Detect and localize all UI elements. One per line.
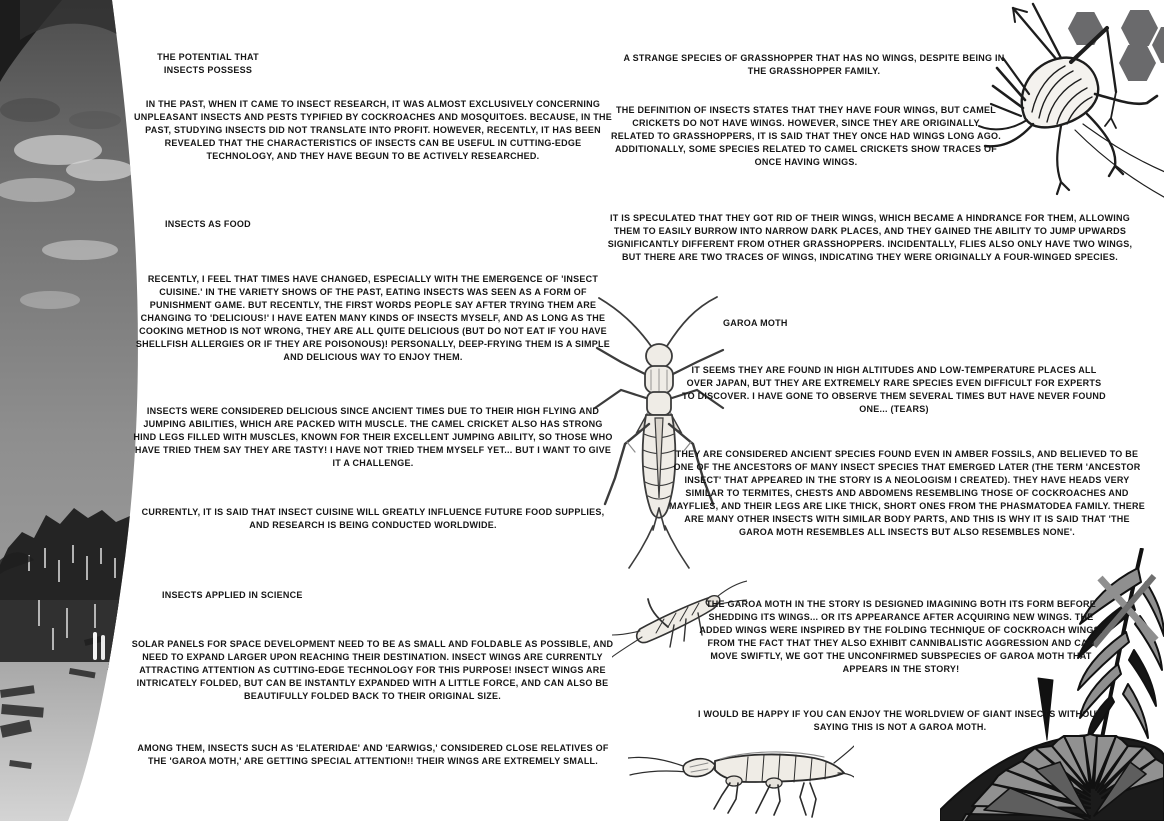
paragraph-wing-speculation: IT IS SPECULATED THAT THEY GOT RID OF THEIR WINGS, WHICH BECAME A HINDRANCE FOR THEM, ALLOWING THEM TO EASILY BURROW INTO NARROW DARK PLACES, AND THEY GAINED THE ABILITY TO JUMP UPWARDS SIGNIFICANTLY DIFFERENT FROM OTHER GRASSHOPPERS. INCIDENTALLY, FLIES ALSO ONLY HAVE TWO WINGS, BUT THERE ARE TWO TRACES OF WINGS, INDICATING THEY WERE ORIGINALLY A FOUR-WINGED SPECIES. (607, 213, 1133, 262)
heading-garoa-moth: GAROA MOTH (723, 318, 788, 328)
heading-potential: THE POTENTIAL THAT INSECTS POSSESS (157, 52, 259, 75)
paragraph-insect-research: IN THE PAST, WHEN IT CAME TO INSECT RESEARCH, IT WAS ALMOST EXCLUSIVELY CONCERNING UNPLEASANT INSECTS AND PESTS TYPIFIED BY COCKROACHES AND MOSQUITOES. BECAUSE, IN THE PAST, STUDYING INSECTS DID NOT TRANSLATE INTO PROFIT. HOWEVER, RECENTLY, IT HAS BEEN REVEALED THAT THE CHARACTERISTICS OF INSECTS CAN BE USEFUL IN CUTTING-EDGE TECHNOLOGY, AND THEY HAVE BEGUN TO BE ACTIVELY RESEARCHED. (133, 99, 613, 161)
paragraph-insect-definition: THE DEFINITION OF INSECTS STATES THAT THEY HAVE FOUR WINGS, BUT CAMEL CRICKETS DO NOT HAVE WINGS. HOWEVER, SINCE THEY ARE ORIGINALLY RELATED TO GRASSHOPPERS, IT IS SAID THAT THEY ONCE HAD WINGS LONG AGO. ADDITIONALLY, SOME SPECIES RELATED TO CAMEL CRICKETS SHOW TRACES OF ONCE HAVING WINGS. (610, 105, 1002, 167)
paragraph-closing-note: I WOULD BE HAPPY IF YOU CAN ENJOY THE WORLDVIEW OF GIANT INSECTS WITHOUT SAYING THIS IS NOT A GAROA MOTH. (697, 709, 1102, 732)
camel-cricket-illustration (975, 0, 1164, 210)
paragraph-garoa-habitat: IT SEEMS THEY ARE FOUND IN HIGH ALTITUDES AND LOW-TEMPERATURE PLACES ALL OVER JAPAN, BUT THEY ARE EXTREMELY RARE SPECIES EVEN DIFFICULT FOR EXPERTS TO DISCOVER. I HAVE GONE TO OBSERVE THEM SEVERAL TIMES BUT HAVE NEVER FOUND ONE... (TEARS) (682, 365, 1106, 414)
paragraph-delicious-history: INSECTS WERE CONSIDERED DELICIOUS SINCE ANCIENT TIMES DUE TO THEIR HIGH FLYING AND JUMPING ABILITIES, WHICH ARE PACKED WITH MUSCLE. THE CAMEL CRICKET ALSO HAS STRONG HIND LEGS FILLED WITH MUSCLES, KNOWN FOR THEIR EXCELLENT JUMPING ABILITY, SO THOSE WHO HAVE TRIED THEM SAY THEY ARE TASTY! I HAVE NOT TRIED THEM MYSELF YET... BUT I WANT TO GIVE IT A CHALLENGE. (133, 406, 613, 468)
paragraph-strange-grasshopper: A STRANGE SPECIES OF GRASSHOPPER THAT HAS NO WINGS, DESPITE BEING IN THE GRASSHOPPER FAMILY. (623, 53, 1005, 76)
garoa-moth-side-illustration (628, 729, 854, 821)
paragraph-garoa-design: THE GAROA MOTH IN THE STORY IS DESIGNED IMAGINING BOTH ITS FORM BEFORE SHEDDING ITS WINGS... OR ITS APPEARANCE AFTER ACQUIRING NEW WINGS. THE ADDED WINGS WERE INSPIRED BY THE FOLDING TECHNIQUE OF COCKROACH WINGS. FROM THE FACT THAT THEY ALSO EXHIBIT CANNIBALISTIC AGGRESSION AND CAN MOVE SWIFTLY, WE GOT THE UNCONFIRMED SUBSPECIES OF GAROA MOTH THAT APPEARS IN THE STORY! (699, 599, 1103, 674)
paragraph-future-food: CURRENTLY, IT IS SAID THAT INSECT CUISINE WILL GREATLY INFLUENCE FUTURE FOOD SUPPLIES, AND RESEARCH IS BEING CONDUCTED WORLDWIDE. (141, 507, 605, 530)
palm-leaves-illustration (940, 548, 1164, 821)
paragraph-close-relatives: AMONG THEM, INSECTS SUCH AS 'ELATERIDAE' AND 'EARWIGS,' CONSIDERED CLOSE RELATIVES OF THE 'GAROA MOTH,' ARE GETTING SPECIAL ATTENTION!! THEIR WINGS ARE EXTREMELY SMALL. (137, 743, 609, 766)
heading-insects-applied-science: INSECTS APPLIED IN SCIENCE (162, 590, 303, 600)
paragraph-solar-panels: SOLAR PANELS FOR SPACE DEVELOPMENT NEED TO BE AS SMALL AND FOLDABLE AS POSSIBLE, AND NEED TO EXPAND LARGER UPON REACHING THEIR DESTINATION. INSECT WINGS ARE CURRENTLY ATTRACTING ATTENTION AS CUTTING-EDGE TECHNOLOGY FOR THIS PURPOSE! INSECT WINGS ARE INTRICATELY FOLDED, BUT CAN BE INSTANTLY EXPANDED WITH A LITTLE FORCE, AND CAN ALSO BE BEAUTIFULLY FOLDED BACK TO THEIR ORIGINAL SIZE. (131, 639, 614, 701)
heading-insects-as-food: INSECTS AS FOOD (165, 219, 251, 229)
paragraph-ancient-species: THEY ARE CONSIDERED ANCIENT SPECIES FOUND EVEN IN AMBER FOSSILS, AND BELIEVED TO BE ONE OF THE ANCESTORS OF MANY INSECT SPECIES THAT EMERGED LATER (THE TERM 'ANCESTOR INSECT' THAT APPEARED IN THE STORY IS A NEOLOGISM I CREATED). THEY HAVE HEADS VERY SIMILAR TO TERMITES, CHESTS AND ABDOMENS RESEMBLING THOSE OF COCKROACHES AND MAYFLIES, AND THEIR LEGS ARE LIKE THICK, SHORT ONES FROM THE PHASMATODEA FAMILY. THERE ARE MANY OTHER INSECTS WITH SIMILAR BODY PARTS, AND THIS IS WHY IT IS SAID THAT 'THE GAROA MOTH RESEMBLES ALL INSECTS BUT ALSO RESEMBLES NONE'. (668, 449, 1146, 537)
paragraph-insect-cuisine: RECENTLY, I FEEL THAT TIMES HAVE CHANGED, ESPECIALLY WITH THE EMERGENCE OF 'INSECT CUISINE.' IN THE VARIETY SHOWS OF THE PAST, EATING INSECTS WAS SEEN AS A FORM OF PUNISHMENT GAME. BUT RECENTLY, THE FIRST WORDS PEOPLE SAY AFTER TRYING THEM ARE CHANGING TO 'DELICIOUS!' I HAVE EATEN MANY KINDS OF INSECTS MYSELF, AND AS LONG AS THE COOKING METHOD IS NOT WRONG, THEY ARE ALL QUITE DELICIOUS (BUT DO NOT EAT IF YOU HAVE SHELLFISH ALLERGIES OR IF THEY ARE POISONOUS)! PERSONALLY, DEEP-FRYING THEM IS A SIMPLE AND DELICIOUS WAY TO ENJOY THEM. (135, 274, 611, 362)
